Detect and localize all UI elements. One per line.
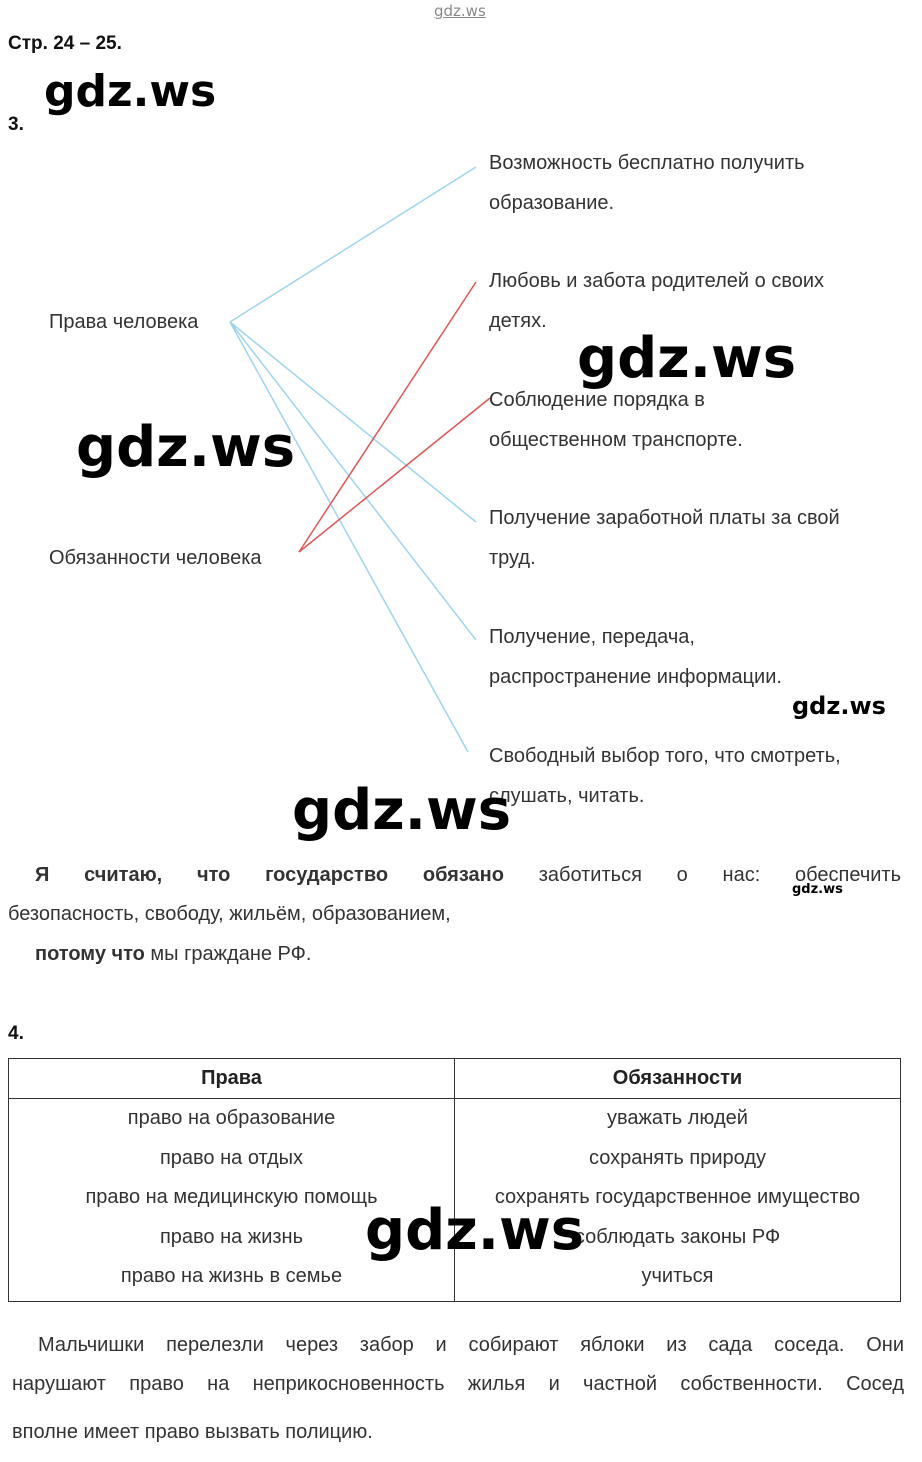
duties-item-2: сохранять природу xyxy=(589,1146,766,1169)
page-reference: Стр. 24 – 25. xyxy=(8,33,122,54)
right-item-1 xyxy=(489,143,805,223)
paragraph-line-1: Мальчишки перелезли через забор и собирают яблоки из сада соседа. Они xyxy=(38,1334,904,1356)
task-3-number: 3. xyxy=(8,114,24,135)
right-item-2-line-2: детях. xyxy=(489,310,547,332)
right-item-1-line-1: Возможность бесплатно получить xyxy=(489,152,805,174)
opinion-line-3 xyxy=(35,934,311,974)
right-item-4 xyxy=(489,498,840,578)
opinion-line-1 xyxy=(35,855,901,895)
paragraph-line-3: вполне имеет право вызвать полицию. xyxy=(12,1421,373,1443)
opinion-bold-1: Я считаю, что государство обязано xyxy=(35,864,504,886)
line-duties-to-parents-care xyxy=(299,282,476,552)
duties-item-5: учиться xyxy=(641,1265,714,1287)
right-item-5-line-1: Получение, передача, xyxy=(489,626,695,648)
right-item-6-line-1: Свободный выбор того, что смотреть, xyxy=(489,745,841,767)
rights-item-4: право на жизнь xyxy=(159,1225,304,1248)
rights-item-2: право на отдых xyxy=(159,1146,304,1169)
duties-item-4: соблюдать законы РФ xyxy=(574,1225,781,1248)
duties-item-3: сохранять государственное имущество xyxy=(494,1186,861,1208)
right-item-5-line-2: распространение информации. xyxy=(489,666,782,688)
label-human-duties: Обязанности человека xyxy=(49,547,262,569)
line-rights-to-education xyxy=(230,167,476,322)
watermark-mid-right: gdz.ws xyxy=(577,326,797,391)
watermark-header: gdz.ws xyxy=(44,66,217,117)
line-duties-to-transport-order xyxy=(299,398,490,552)
right-item-3 xyxy=(489,380,743,460)
watermark-mid-left: gdz.ws xyxy=(76,415,296,480)
rights-duties-table xyxy=(8,1058,901,1302)
rights-item-3: право на медицинскую помощь xyxy=(85,1186,378,1208)
opinion-bold-2: потому что xyxy=(35,943,145,965)
rights-item-5: право на жизнь в семье xyxy=(120,1265,343,1287)
header-duties: Обязанности xyxy=(455,1059,901,1099)
right-item-6-line-2: слушать, читать. xyxy=(489,785,645,807)
line-rights-to-information xyxy=(230,322,476,640)
right-item-3-line-2: общественном транспорте. xyxy=(489,429,743,451)
watermark-top: gdz.ws xyxy=(434,2,486,20)
line-rights-to-free-choice xyxy=(230,322,468,752)
right-item-5 xyxy=(489,617,782,697)
right-item-6 xyxy=(489,736,841,816)
right-item-4-line-2: труд. xyxy=(489,547,536,569)
opinion-rest-1: заботиться о нас: обеспечить xyxy=(538,864,901,886)
task-4-number: 4. xyxy=(8,1023,24,1044)
header-rights: Права xyxy=(9,1059,455,1099)
right-item-1-line-2: образование. xyxy=(489,192,615,214)
right-item-4-line-1: Получение заработной платы за свой xyxy=(489,507,840,529)
opinion-rest-3: мы граждане РФ. xyxy=(150,943,312,965)
rights-item-1: право на образование xyxy=(127,1107,336,1129)
watermark-tiny: gdz.ws xyxy=(792,882,843,897)
paragraph-line-2: нарушают право на неприкосновенность жилья и частной собственности. Сосед xyxy=(12,1373,904,1395)
watermark-bottom-center: gdz.ws xyxy=(292,778,512,843)
watermark-small-right: gdz.ws xyxy=(792,692,886,720)
right-item-2-line-1: Любовь и забота родителей о своих xyxy=(489,270,825,292)
opinion-line-2: безопасность, свободу, жильём, образованием, xyxy=(8,903,451,925)
table-header-row xyxy=(9,1059,901,1099)
right-item-3-line-1: Соблюдение порядка в xyxy=(489,389,705,411)
watermark-table: gdz.ws xyxy=(365,1198,585,1263)
label-human-rights: Права человека xyxy=(49,311,199,333)
duties-item-1: уважать людей xyxy=(607,1107,748,1129)
